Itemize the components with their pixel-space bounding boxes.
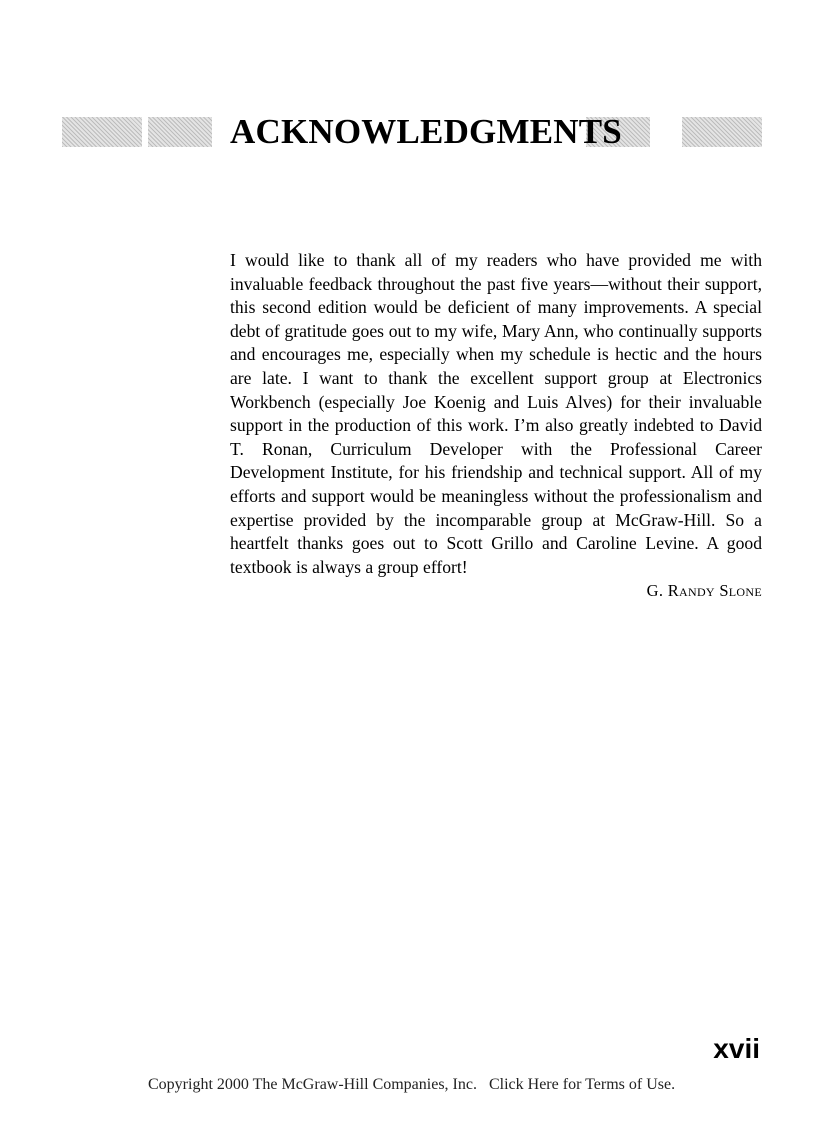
page-title: ACKNOWLEDGMENTS: [230, 112, 622, 151]
footer: [148, 1075, 675, 1095]
terms-of-use-link[interactable]: Click Here for Terms of Use.: [488, 1076, 676, 1093]
copyright-text: Copyright 2000 The McGraw-Hill Companies, Inc.: [148, 1076, 477, 1093]
page-number: xvii: [713, 1033, 760, 1064]
decorative-hatch-bar: [148, 117, 212, 147]
acknowledgments-paragraph: I would like to thank all of my readers who have provided me with invaluable feedback throughout the past five years—without their support, this second edition would be deficient of many improvements. A special debt of gratitude goes out to my wife, Mary Ann, who continually supports and encourages me, especially when my schedule is hectic and the hours are late. I want to thank the excellent support group at Electronics Workbench (especially Joe Koenig and Luis Alves) for their invaluable support in the production of this work. I’m also greatly indebted to David T. Ronan, Curriculum Developer with the Professional Career Development Institute, for his friendship and technical support. All of my efforts and support would be meaningless without the professionalism and expertise provided by the incomparable group at McGraw-Hill. So a heartfelt thanks goes out to Scott Grillo and Caroline Levine. A good textbook is always a group effort!: [230, 250, 762, 577]
decorative-hatch-bar: [62, 117, 142, 147]
decorative-hatch-bar: [682, 117, 762, 147]
author-signature: G. Randy Slone: [646, 581, 762, 600]
